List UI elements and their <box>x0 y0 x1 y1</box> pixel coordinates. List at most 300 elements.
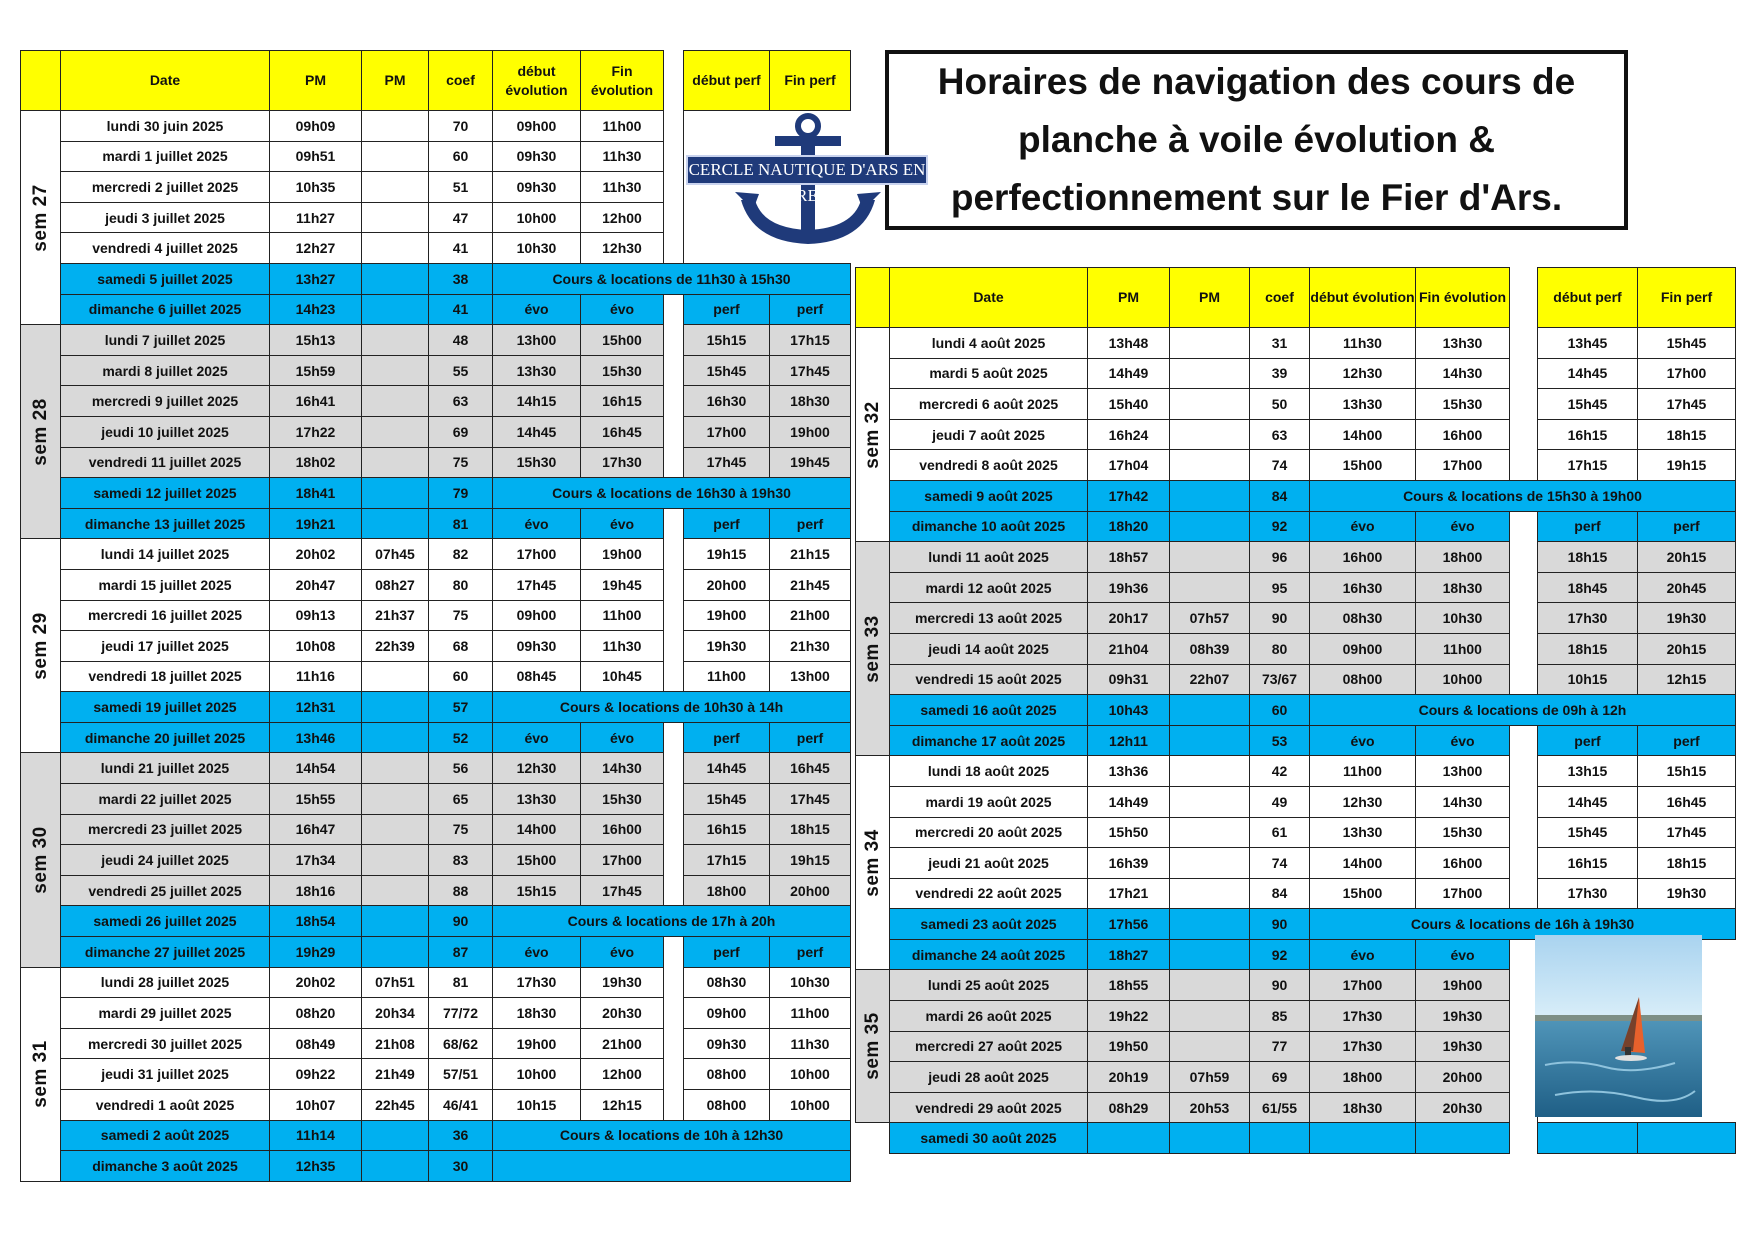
date-cell: dimanche 20 juillet 2025 <box>61 722 270 753</box>
gap-cell <box>1510 725 1538 756</box>
gap-cell <box>1510 1062 1538 1093</box>
column-header: début perf <box>1538 268 1638 328</box>
date-cell: jeudi 3 juillet 2025 <box>61 202 270 233</box>
pm2-cell: 08h39 <box>1170 633 1250 664</box>
debut-evo-cell: évo <box>1310 511 1416 542</box>
pm1-cell: 17h42 <box>1088 480 1170 511</box>
coef-cell: 69 <box>429 416 493 447</box>
fin-perf-cell: 21h15 <box>770 539 851 570</box>
gap-cell <box>664 111 684 142</box>
fin-perf-cell: 18h15 <box>1638 419 1736 450</box>
date-cell: mardi 5 août 2025 <box>890 358 1088 389</box>
schedule-row <box>21 600 851 631</box>
pm1-cell: 17h34 <box>270 845 362 876</box>
pm2-cell <box>362 875 429 906</box>
coef-cell: 41 <box>429 294 493 325</box>
pm1-cell: 09h31 <box>1088 664 1170 695</box>
pm1-cell: 19h50 <box>1088 1031 1170 1062</box>
fin-evo-cell: 17h00 <box>1416 450 1510 481</box>
debut-perf-cell: 14h45 <box>1538 786 1638 817</box>
gap-cell <box>664 1028 684 1059</box>
pm1-cell: 12h27 <box>270 233 362 264</box>
coef-cell: 53 <box>1250 725 1310 756</box>
fin-perf-cell: 21h30 <box>770 631 851 662</box>
debut-perf-cell: 10h15 <box>1538 664 1638 695</box>
gap-cell <box>1510 542 1538 573</box>
date-cell: jeudi 31 juillet 2025 <box>61 1059 270 1090</box>
gap-cell <box>1510 939 1538 970</box>
fin-evo-cell: 21h00 <box>581 1028 664 1059</box>
fin-evo-cell: 15h30 <box>581 355 664 386</box>
coef-cell: 55 <box>429 355 493 386</box>
pm2-cell <box>362 1120 429 1151</box>
schedule-row <box>856 756 1736 787</box>
coef-cell: 41 <box>429 233 493 264</box>
coef-cell: 81 <box>429 508 493 539</box>
date-cell: mardi 29 juillet 2025 <box>61 998 270 1029</box>
pm2-cell: 07h59 <box>1170 1062 1250 1093</box>
debut-perf-cell: 15h15 <box>684 325 770 356</box>
pm2-cell <box>1170 1031 1250 1062</box>
fin-perf-cell: 13h00 <box>770 661 851 692</box>
coef-cell: 61 <box>1250 817 1310 848</box>
debut-evo-cell: évo <box>1310 725 1416 756</box>
date-cell: lundi 14 juillet 2025 <box>61 539 270 570</box>
debut-perf-cell: 17h15 <box>684 845 770 876</box>
fin-evo-cell: 20h00 <box>1416 1062 1510 1093</box>
column-header: coef <box>429 51 493 111</box>
fin-perf-cell: 19h30 <box>1638 878 1736 909</box>
pm2-cell: 22h07 <box>1170 664 1250 695</box>
fin-evo-cell: 12h30 <box>581 233 664 264</box>
debut-evo-cell: 12h30 <box>1310 786 1416 817</box>
coef-cell: 52 <box>429 722 493 753</box>
date-cell: samedi 12 juillet 2025 <box>61 478 270 509</box>
pm1-cell: 18h55 <box>1088 970 1170 1001</box>
pm2-cell <box>362 355 429 386</box>
pm1-cell: 09h09 <box>270 111 362 142</box>
debut-evo-cell: 12h30 <box>493 753 581 784</box>
coef-cell: 81 <box>429 967 493 998</box>
pm2-cell <box>1170 358 1250 389</box>
fin-perf-cell: 17h00 <box>1638 358 1736 389</box>
gap-cell <box>664 631 684 662</box>
date-cell: mardi 26 août 2025 <box>890 1001 1088 1032</box>
fin-evo-cell: 16h00 <box>1416 419 1510 450</box>
date-cell: lundi 7 juillet 2025 <box>61 325 270 356</box>
pm2-cell: 08h27 <box>362 569 429 600</box>
coef-cell: 70 <box>429 111 493 142</box>
fin-perf-cell: 20h45 <box>1638 572 1736 603</box>
week-label: sem 27 <box>29 183 51 252</box>
date-cell: vendredi 8 août 2025 <box>890 450 1088 481</box>
schedule-row <box>21 845 851 876</box>
pm1-cell: 15h13 <box>270 325 362 356</box>
gap-cell <box>664 814 684 845</box>
pm1-cell: 19h36 <box>1088 572 1170 603</box>
debut-perf-cell: 08h30 <box>684 967 770 998</box>
coef-cell: 79 <box>429 478 493 509</box>
coef-cell: 57/51 <box>429 1059 493 1090</box>
pm2-cell <box>362 784 429 815</box>
pm2-cell <box>1170 817 1250 848</box>
debut-perf-cell: 15h45 <box>684 355 770 386</box>
debut-evo-cell: 08h45 <box>493 661 581 692</box>
pm2-cell <box>362 845 429 876</box>
debut-evo-cell: 12h30 <box>1310 358 1416 389</box>
debut-evo-cell: 13h30 <box>1310 817 1416 848</box>
pm2-cell <box>1170 725 1250 756</box>
gap-cell <box>664 875 684 906</box>
coef-cell: 61/55 <box>1250 1092 1310 1123</box>
date-cell: vendredi 4 juillet 2025 <box>61 233 270 264</box>
debut-perf-cell <box>1538 1123 1638 1154</box>
gap-cell <box>664 661 684 692</box>
debut-evo-cell: 15h00 <box>1310 450 1416 481</box>
gap-cell <box>1510 1001 1538 1032</box>
coef-cell: 42 <box>1250 756 1310 787</box>
pm1-cell: 21h04 <box>1088 633 1170 664</box>
gap-cell <box>664 753 684 784</box>
schedule-row <box>21 631 851 662</box>
pm2-cell <box>1170 328 1250 359</box>
date-cell: mardi 1 juillet 2025 <box>61 141 270 172</box>
gap-cell <box>664 539 684 570</box>
fin-evo-cell: évo <box>581 937 664 968</box>
debut-perf-cell: 13h15 <box>1538 756 1638 787</box>
column-header: Date <box>890 268 1088 328</box>
pm2-cell <box>1170 1001 1250 1032</box>
debut-evo-cell: 17h00 <box>1310 970 1416 1001</box>
lesson-hours-note: Cours & locations de 16h à 19h30 <box>1310 909 1736 940</box>
date-cell: mercredi 6 août 2025 <box>890 389 1088 420</box>
date-cell: dimanche 13 juillet 2025 <box>61 508 270 539</box>
debut-evo-cell: 13h00 <box>493 325 581 356</box>
date-cell: mardi 19 août 2025 <box>890 786 1088 817</box>
debut-perf-cell: 19h15 <box>684 539 770 570</box>
gap-cell <box>664 294 684 325</box>
gap-cell <box>664 998 684 1029</box>
date-cell: dimanche 24 août 2025 <box>890 939 1088 970</box>
fin-evo-cell: 18h00 <box>1416 542 1510 573</box>
pm2-cell <box>362 508 429 539</box>
week-label: sem 34 <box>861 829 883 897</box>
fin-perf-cell <box>1638 1123 1736 1154</box>
pm2-cell: 22h39 <box>362 631 429 662</box>
pm1-cell: 08h20 <box>270 998 362 1029</box>
schedule-row <box>856 817 1736 848</box>
coef-cell: 73/67 <box>1250 664 1310 695</box>
pm2-cell <box>362 111 429 142</box>
pm1-cell: 09h22 <box>270 1059 362 1090</box>
fin-perf-cell: 17h45 <box>1638 389 1736 420</box>
pm2-cell <box>362 447 429 478</box>
coef-cell: 36 <box>429 1120 493 1151</box>
coef-cell: 48 <box>429 325 493 356</box>
fin-perf-cell: 18h30 <box>770 386 851 417</box>
gap-cell <box>664 508 684 539</box>
fin-evo-cell: 19h30 <box>1416 1031 1510 1062</box>
date-cell: dimanche 17 août 2025 <box>890 725 1088 756</box>
date-cell: vendredi 25 juillet 2025 <box>61 875 270 906</box>
pm2-cell <box>362 692 429 723</box>
gap-cell <box>1510 268 1538 328</box>
fin-perf-cell: 19h00 <box>770 416 851 447</box>
date-cell: mercredi 9 juillet 2025 <box>61 386 270 417</box>
pm2-cell <box>1170 511 1250 542</box>
date-cell: lundi 30 juin 2025 <box>61 111 270 142</box>
date-cell: samedi 19 juillet 2025 <box>61 692 270 723</box>
date-cell: lundi 25 août 2025 <box>890 970 1088 1001</box>
fin-perf-cell: 15h15 <box>1638 756 1736 787</box>
gap-cell <box>1510 389 1538 420</box>
fin-evo-cell: évo <box>581 508 664 539</box>
date-cell: mercredi 20 août 2025 <box>890 817 1088 848</box>
coef-cell: 90 <box>1250 603 1310 634</box>
date-cell: samedi 23 août 2025 <box>890 909 1088 940</box>
logo-banner: CERCLE NAUTIQUE D'ARS EN RE <box>686 155 928 185</box>
pm1-cell: 14h23 <box>270 294 362 325</box>
schedule-row <box>21 294 851 325</box>
coef-cell: 82 <box>429 539 493 570</box>
pm1-cell: 16h24 <box>1088 419 1170 450</box>
debut-perf-cell: perf <box>684 294 770 325</box>
debut-evo-cell: 17h30 <box>1310 1031 1416 1062</box>
schedule-row <box>21 906 851 937</box>
debut-evo-cell: 14h00 <box>1310 848 1416 879</box>
fin-evo-cell: 17h00 <box>581 845 664 876</box>
column-header: PM <box>362 51 429 111</box>
schedule-row <box>856 786 1736 817</box>
debut-evo-cell: 09h30 <box>493 141 581 172</box>
pm2-cell <box>362 722 429 753</box>
fin-evo-cell: 16h45 <box>581 416 664 447</box>
fin-evo-cell: 14h30 <box>1416 786 1510 817</box>
schedule-row <box>21 508 851 539</box>
pm1-cell: 16h41 <box>270 386 362 417</box>
debut-perf-cell: 17h15 <box>1538 450 1638 481</box>
coef-cell: 92 <box>1250 939 1310 970</box>
debut-evo-cell: 09h30 <box>493 631 581 662</box>
coef-cell: 75 <box>429 600 493 631</box>
pm2-cell <box>362 478 429 509</box>
debut-evo-cell <box>1310 1123 1416 1154</box>
debut-evo-cell: 09h30 <box>493 172 581 203</box>
coef-cell: 39 <box>1250 358 1310 389</box>
coef-cell: 80 <box>1250 633 1310 664</box>
column-header: début évolution <box>1310 268 1416 328</box>
schedule-row <box>856 1123 1736 1154</box>
debut-evo-cell: évo <box>493 294 581 325</box>
week-label: sem 30 <box>29 826 51 894</box>
column-header: coef <box>1250 268 1310 328</box>
schedule-row <box>21 784 851 815</box>
debut-evo-cell: 18h30 <box>493 998 581 1029</box>
fin-evo-cell: 15h30 <box>1416 817 1510 848</box>
debut-perf-cell: 15h45 <box>1538 817 1638 848</box>
schedule-row <box>21 1120 851 1151</box>
date-cell: lundi 18 août 2025 <box>890 756 1088 787</box>
debut-evo-cell: 16h30 <box>1310 572 1416 603</box>
fin-evo-cell: 11h00 <box>1416 633 1510 664</box>
coef-cell: 90 <box>1250 970 1310 1001</box>
date-cell: mercredi 23 juillet 2025 <box>61 814 270 845</box>
date-cell: mercredi 2 juillet 2025 <box>61 172 270 203</box>
fin-perf-cell: 21h45 <box>770 569 851 600</box>
pm1-cell: 20h17 <box>1088 603 1170 634</box>
debut-perf-cell: 08h00 <box>684 1090 770 1121</box>
debut-evo-cell: 10h15 <box>493 1090 581 1121</box>
schedule-row <box>21 692 851 723</box>
schedule-row <box>856 848 1736 879</box>
column-header: début perf <box>684 51 770 111</box>
pm1-cell: 17h56 <box>1088 909 1170 940</box>
pm1-cell: 09h13 <box>270 600 362 631</box>
fin-perf-cell: 19h30 <box>1638 603 1736 634</box>
debut-evo-cell: évo <box>493 722 581 753</box>
empty-cell <box>493 1151 851 1182</box>
schedule-row <box>21 478 851 509</box>
debut-perf-cell: 11h00 <box>684 661 770 692</box>
pm2-cell <box>362 325 429 356</box>
fin-evo-cell: 16h00 <box>581 814 664 845</box>
fin-evo-cell: 11h30 <box>581 172 664 203</box>
gap-cell <box>664 722 684 753</box>
pm1-cell: 13h46 <box>270 722 362 753</box>
lesson-hours-note: Cours & locations de 09h à 12h <box>1310 695 1736 726</box>
debut-perf-cell: 15h45 <box>684 784 770 815</box>
gap-cell <box>1510 511 1538 542</box>
debut-evo-cell: 08h30 <box>1310 603 1416 634</box>
week-label-cell <box>21 325 61 539</box>
header-corner <box>856 268 890 328</box>
debut-evo-cell: 11h00 <box>1310 756 1416 787</box>
debut-evo-cell: 15h30 <box>493 447 581 478</box>
schedule-row <box>21 447 851 478</box>
pm2-cell <box>362 141 429 172</box>
column-header: Date <box>61 51 270 111</box>
schedule-row <box>856 511 1736 542</box>
fin-perf-cell: 21h00 <box>770 600 851 631</box>
fin-evo-cell: 12h00 <box>581 1059 664 1090</box>
pm2-cell <box>362 233 429 264</box>
debut-evo-cell: 09h00 <box>493 600 581 631</box>
coef-cell: 68 <box>429 631 493 662</box>
date-cell: mercredi 13 août 2025 <box>890 603 1088 634</box>
gap-cell <box>664 325 684 356</box>
date-cell: samedi 2 août 2025 <box>61 1120 270 1151</box>
pm1-cell: 09h51 <box>270 141 362 172</box>
fin-evo-cell: 12h15 <box>581 1090 664 1121</box>
pm1-cell: 12h11 <box>1088 725 1170 756</box>
coef-cell: 80 <box>429 569 493 600</box>
week-label-cell <box>856 542 890 756</box>
fin-perf-cell: perf <box>770 294 851 325</box>
coef-cell: 31 <box>1250 328 1310 359</box>
schedule-row <box>21 539 851 570</box>
pm1-cell: 10h08 <box>270 631 362 662</box>
coef-cell: 60 <box>429 141 493 172</box>
fin-perf-cell: 12h15 <box>1638 664 1736 695</box>
fin-evo-cell: 16h00 <box>1416 848 1510 879</box>
coef-cell: 56 <box>429 753 493 784</box>
column-header: Fin perf <box>1638 268 1736 328</box>
coef-cell: 46/41 <box>429 1090 493 1121</box>
gap-cell <box>664 967 684 998</box>
week-label: sem 31 <box>29 1040 51 1108</box>
date-cell: lundi 4 août 2025 <box>890 328 1088 359</box>
week-label-cell <box>856 756 890 970</box>
fin-evo-cell: 17h45 <box>581 875 664 906</box>
gap-cell <box>664 386 684 417</box>
fin-evo-cell: évo <box>1416 725 1510 756</box>
gap-cell <box>1510 1031 1538 1062</box>
schedule-row <box>856 389 1736 420</box>
pm1-cell: 19h21 <box>270 508 362 539</box>
coef-cell: 87 <box>429 937 493 968</box>
date-cell: mardi 8 juillet 2025 <box>61 355 270 386</box>
week-label: sem 35 <box>861 1012 883 1081</box>
fin-perf-cell: 17h45 <box>1638 817 1736 848</box>
schedule-row <box>856 633 1736 664</box>
coef-cell: 74 <box>1250 848 1310 879</box>
coef-cell: 60 <box>1250 695 1310 726</box>
pm2-cell <box>362 202 429 233</box>
coef-cell: 47 <box>429 202 493 233</box>
pm1-cell: 18h57 <box>1088 542 1170 573</box>
coef-cell: 63 <box>1250 419 1310 450</box>
debut-perf-cell: perf <box>1538 511 1638 542</box>
debut-perf-cell: 19h00 <box>684 600 770 631</box>
fin-perf-cell: 18h15 <box>1638 848 1736 879</box>
fin-perf-cell: 20h15 <box>1638 633 1736 664</box>
windsurf-photo <box>1535 935 1702 1117</box>
schedule-row <box>21 937 851 968</box>
date-cell: vendredi 11 juillet 2025 <box>61 447 270 478</box>
pm1-cell: 17h04 <box>1088 450 1170 481</box>
date-cell: dimanche 27 juillet 2025 <box>61 937 270 968</box>
debut-evo-cell: 13h30 <box>493 784 581 815</box>
pm1-cell: 18h02 <box>270 447 362 478</box>
pm1-cell: 14h49 <box>1088 358 1170 389</box>
week-label: sem 28 <box>29 398 51 466</box>
page-title <box>885 50 1628 230</box>
coef-cell: 65 <box>429 784 493 815</box>
debut-evo-cell: 14h45 <box>493 416 581 447</box>
fin-evo-cell: évo <box>1416 939 1510 970</box>
schedule-row <box>21 386 851 417</box>
schedule-row <box>21 722 851 753</box>
pm2-cell <box>1170 939 1250 970</box>
coef-cell: 51 <box>429 172 493 203</box>
date-cell: mercredi 30 juillet 2025 <box>61 1028 270 1059</box>
pm2-cell: 20h34 <box>362 998 429 1029</box>
coef-cell: 49 <box>1250 786 1310 817</box>
debut-perf-cell: 14h45 <box>1538 358 1638 389</box>
fin-evo-cell: 19h30 <box>581 967 664 998</box>
fin-perf-cell: perf <box>770 508 851 539</box>
date-cell: vendredi 1 août 2025 <box>61 1090 270 1121</box>
fin-evo-cell: 11h00 <box>581 111 664 142</box>
fin-evo-cell <box>1416 1123 1510 1154</box>
debut-evo-cell: 10h30 <box>493 233 581 264</box>
date-cell: jeudi 10 juillet 2025 <box>61 416 270 447</box>
debut-evo-cell: 11h30 <box>1310 328 1416 359</box>
coef-cell: 84 <box>1250 878 1310 909</box>
gap-cell <box>664 569 684 600</box>
date-cell: samedi 5 juillet 2025 <box>61 263 270 294</box>
pm1-cell: 11h14 <box>270 1120 362 1151</box>
